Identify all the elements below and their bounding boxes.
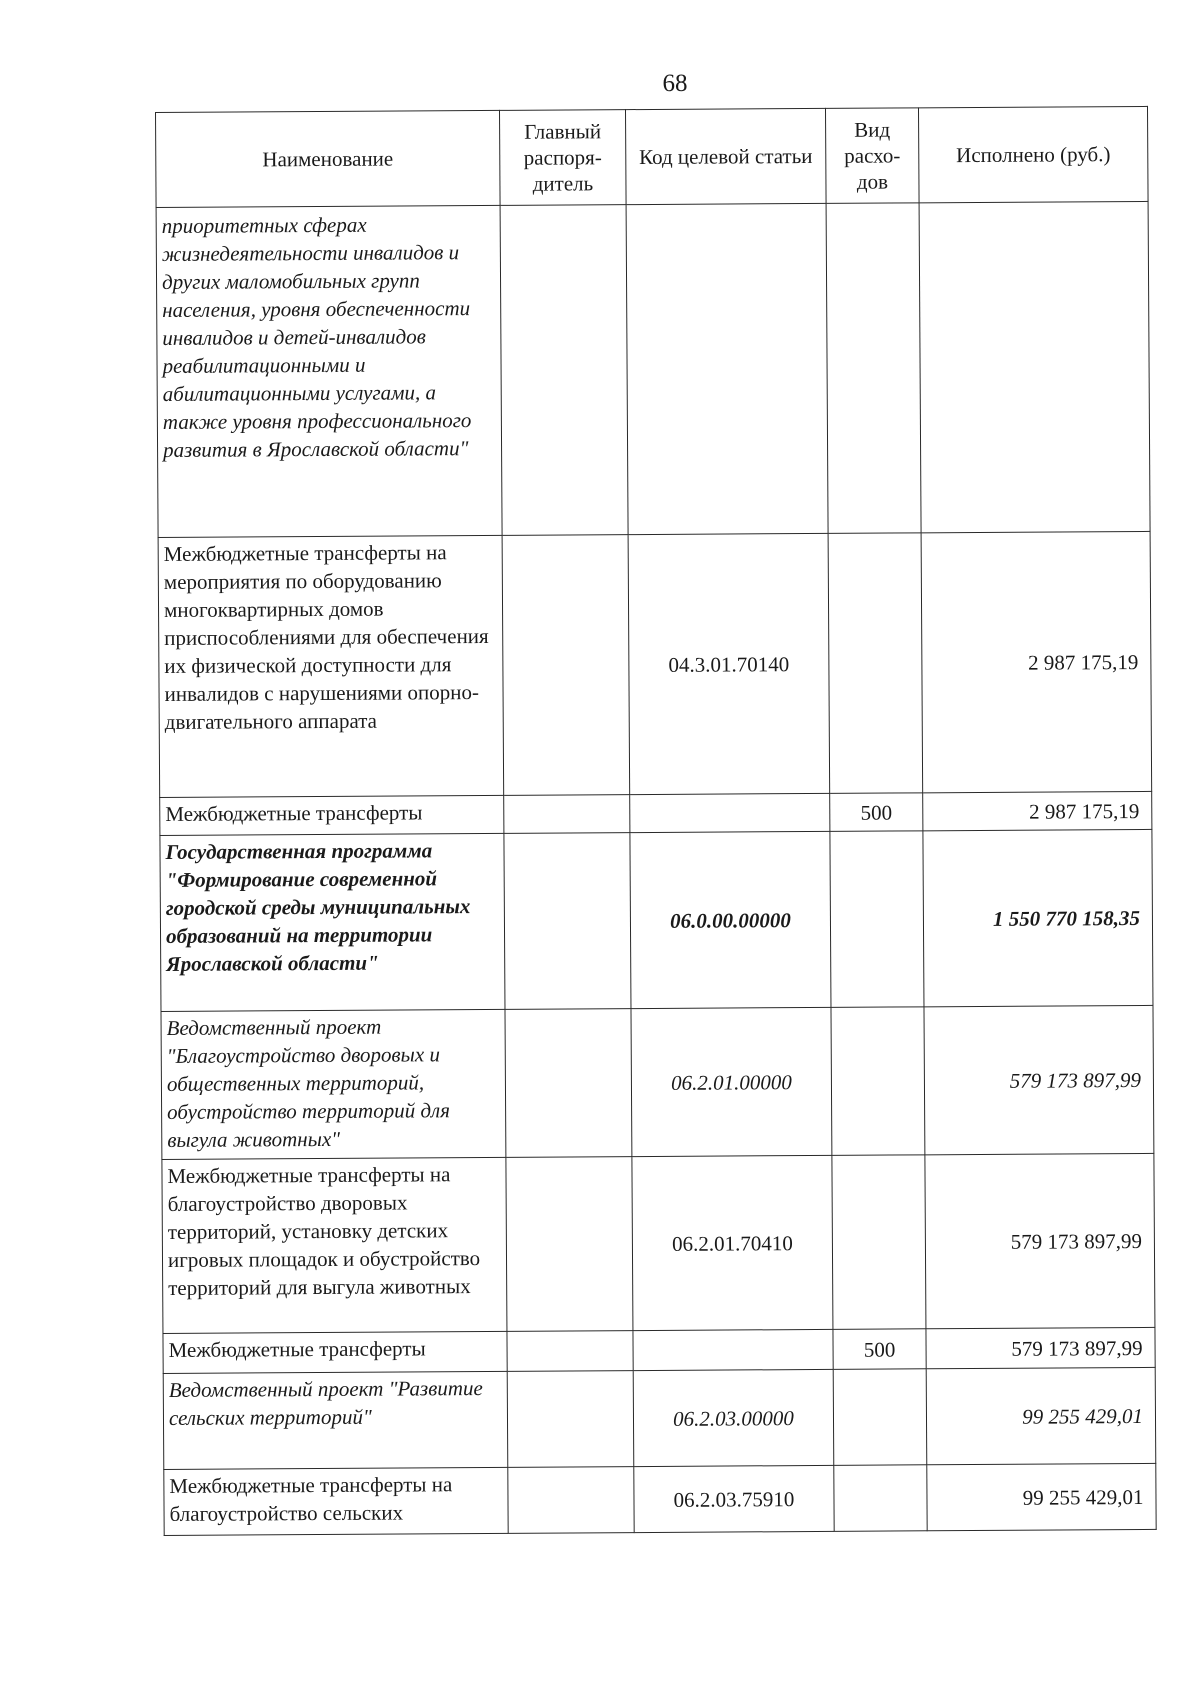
row-name: Государственная программа "Формирование современной городской среды муниципальных образований на территории Ярославской области" — [160, 833, 505, 1011]
row-name: Ведомственный проект "Развитие сельских территорий" — [163, 1371, 508, 1469]
table-row — [156, 201, 1150, 537]
row-amount: 2 987 175,19 — [923, 791, 1152, 830]
table-row — [160, 829, 1153, 1011]
row-kind — [828, 533, 923, 794]
header-amount: Исполнено (руб.) — [918, 106, 1148, 202]
row-code — [633, 1329, 833, 1370]
table-row — [158, 531, 1152, 797]
row-chief — [507, 1331, 633, 1372]
header-row — [156, 106, 1149, 207]
row-amount: 579 173 897,99 — [926, 1327, 1155, 1368]
table-row — [163, 1367, 1156, 1469]
table-row — [161, 1005, 1154, 1159]
row-kind — [826, 203, 921, 534]
row-kind — [832, 1155, 926, 1330]
row-code: 06.2.01.70410 — [632, 1155, 833, 1330]
table-row — [163, 1327, 1155, 1373]
table-row — [160, 791, 1152, 835]
row-amount: 579 173 897,99 — [924, 1005, 1154, 1154]
row-kind — [834, 1465, 927, 1532]
row-chief — [500, 205, 628, 536]
row-name: Межбюджетные трансферты на мероприятия по оборудованию многоквартирных домов приспособлениями для обеспечения их физической доступности для инвалидов с нарушениями опорно-двигательного аппарата — [158, 535, 504, 797]
row-name: Ведомственный проект "Благоустройство дворовых и общественных территорий, обустройство территорий для выгула животных" — [161, 1009, 506, 1159]
row-chief — [504, 795, 630, 834]
row-chief — [508, 1467, 634, 1534]
table-row — [164, 1463, 1156, 1535]
row-chief — [507, 1371, 634, 1468]
row-amount: 579 173 897,99 — [925, 1153, 1155, 1328]
row-kind — [830, 831, 924, 1008]
row-chief — [502, 535, 630, 796]
row-code: 06.0.00.00000 — [630, 831, 831, 1008]
row-name: Межбюджетные трансферты на благоустройство сельских — [164, 1467, 508, 1535]
row-code: 04.3.01.70140 — [628, 533, 830, 794]
row-chief — [505, 1009, 632, 1158]
row-amount: 2 987 175,19 — [921, 531, 1152, 792]
row-name: приоритетных сферах жизнедеятельности инвалидов и других маломобильных групп населения, уровня обеспеченности инвалидов и детей-инвалидов реабилитационными и абилитационными услугами, а также уровня профессионального развития в Ярославской области" — [156, 205, 502, 537]
row-chief — [506, 1157, 633, 1332]
row-code: 06.2.03.00000 — [633, 1369, 834, 1466]
row-code: 06.2.03.75910 — [634, 1465, 834, 1532]
header-name: Наименование — [156, 110, 501, 207]
row-code — [626, 203, 828, 534]
row-kind — [831, 1007, 925, 1156]
header-kind: Вид расхо-дов — [825, 108, 919, 204]
table-header — [156, 106, 1149, 207]
row-name: Межбюджетные трансферты — [160, 795, 504, 835]
row-kind: 500 — [833, 1329, 926, 1370]
row-name: Межбюджетные трансферты — [163, 1331, 507, 1373]
header-code: Код целевой статьи — [625, 108, 826, 204]
budget-execution-table — [155, 106, 1157, 1536]
header-chief: Главный распоря-дитель — [499, 110, 626, 206]
table-row — [162, 1153, 1155, 1333]
row-name: Межбюджетные трансферты на благоустройство дворовых территорий, установку детских игровых площадок и обустройство территорий для выгула животных — [162, 1157, 507, 1333]
row-amount: 99 255 429,01 — [927, 1463, 1156, 1530]
row-amount — [919, 201, 1150, 532]
row-amount: 99 255 429,01 — [926, 1367, 1156, 1464]
table-body — [156, 201, 1156, 1535]
page-number: 68 — [662, 70, 688, 97]
row-code: 06.2.01.00000 — [631, 1007, 832, 1156]
row-kind: 500 — [830, 793, 923, 832]
row-chief — [504, 833, 631, 1010]
row-code — [630, 793, 830, 832]
row-kind — [833, 1369, 927, 1466]
row-amount: 1 550 770 158,35 — [923, 829, 1153, 1006]
